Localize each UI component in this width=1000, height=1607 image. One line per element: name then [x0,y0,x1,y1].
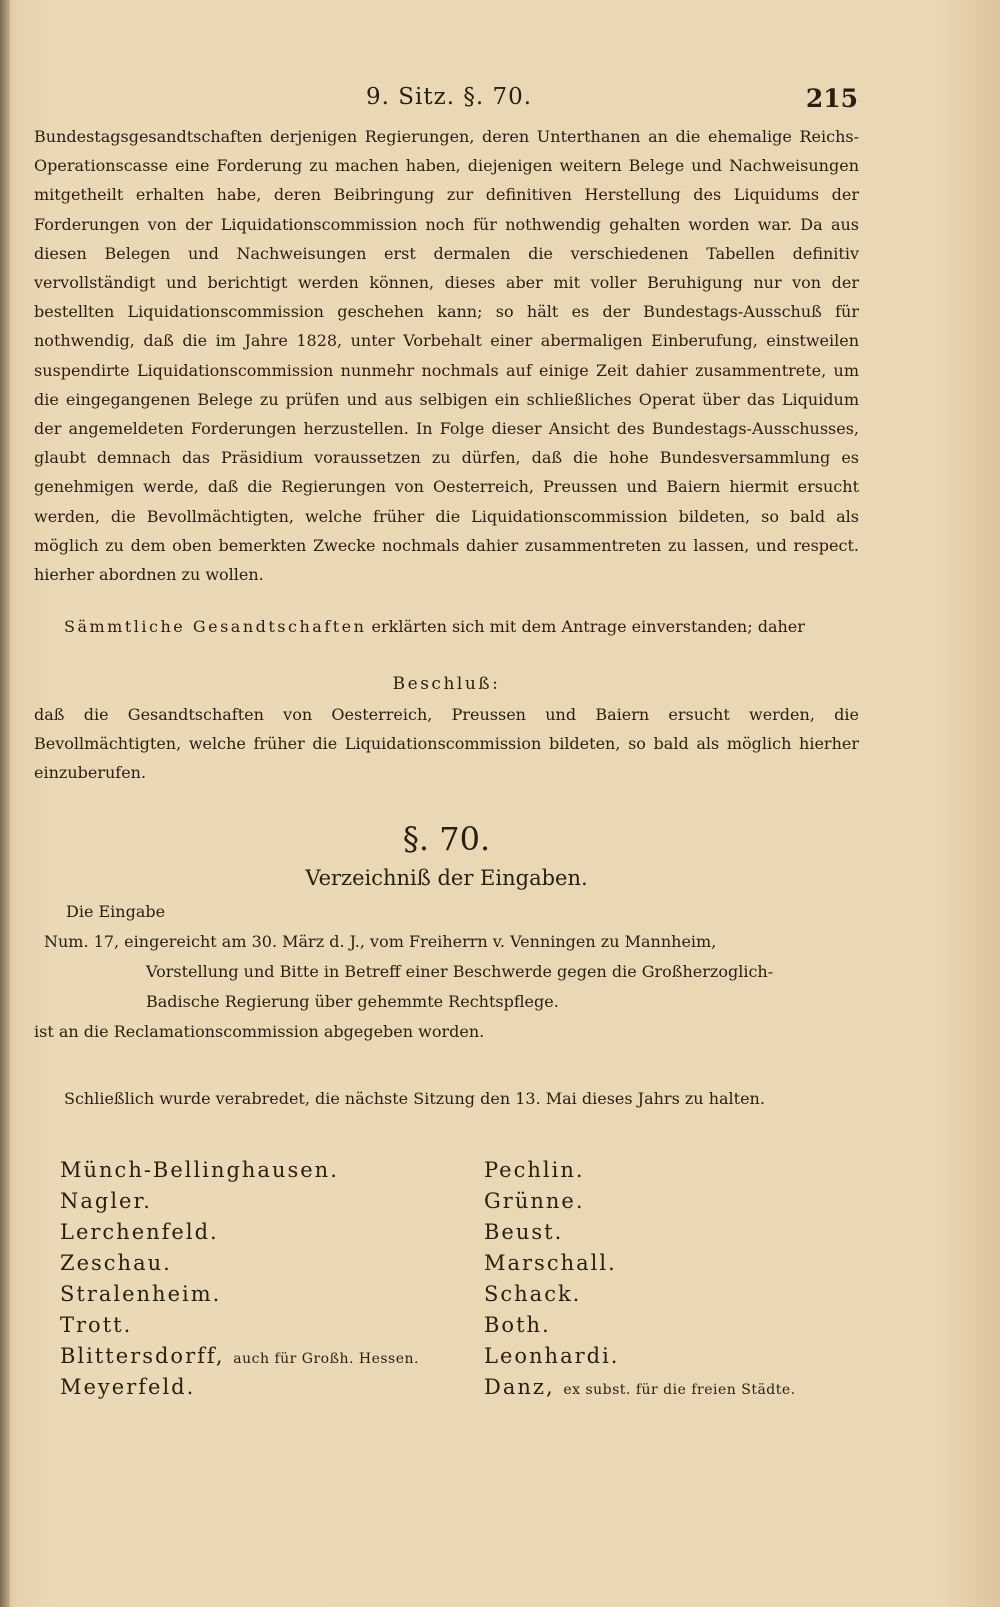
section-number: §. 70. [402,820,491,858]
page-header [0,84,1000,120]
eingabe-intro: Die Eingabe [66,902,166,921]
eingabe-line-2: Vorstellung und Bitte in Betreff einer Beschwerde gegen die Großherzoglich- [146,962,774,981]
section-title: Verzeichniß der Eingaben. [305,866,588,890]
running-head: 9. Sitz. §. 70. [366,84,533,110]
signature-right: Both. [484,1313,551,1337]
paragraph-2-rest: erklärten sich mit dem Antrage einverstanden; daher [371,617,805,636]
signature-right: Pechlin. [484,1158,585,1182]
signature-left: Zeschau. [60,1251,172,1275]
signature-left: Stralenheim. [60,1282,222,1306]
signature-right: Beust. [484,1220,564,1244]
signature-right: Danz, ex subst. für die freien Städte. [484,1375,796,1399]
signature-right: Marschall. [484,1251,617,1275]
signature-right: Grünne. [484,1189,585,1213]
beschluss-text: daß die Gesandtschaften von Oesterreich, Preussen und Baiern ersucht werden, die Bevollmächtigten, welche früher die Liquidationscommission bildeten, so bald als möglich hierher einzuberufen. [34,705,859,783]
page-number: 215 [805,84,858,113]
signature-left: Münch-Bellinghausen. [60,1158,339,1182]
page-edge-shadow [0,0,10,1607]
beschluss-title: Beschluß: [392,674,501,694]
body-paragraph-1: Bundestagsgesandtschaften derjenigen Regierungen, deren Unterthanen an die ehemalige Reichs-Operationscasse eine Forderung zu machen haben, diejenigen weitern Belege und Nachweisungen mitgetheilt erhalten habe, deren Beibringung zur definitiven Herstellung des Liquidums der Forderungen von der Liquidationscommission noch für nothwendig gehalten worden war. Da aus diesen Belegen und Nachweisungen erst dermalen die verschiedenen Tabellen definitiv vervollständigt und berichtigt werden können, dieses aber mit voller Beruhigung nur von der bestellten Liquidationscommission geschehen kann; so hält es der Bundestags-Ausschuß für nothwendig, daß die im Jahre 1828, unter Vorbehalt einer abermaligen Einberufung, einstweilen suspendirte Liquidationscommission nunmehr nochmals auf einige Zeit dahier zusammentrete, um die eingegangenen Belege zu prüfen und aus selbigen ein schließliches Operat über das Liquidum der angemeldeten Forderungen herzustellen. In Folge dieser Ansicht des Bundestags-Ausschusses, glaubt demnach das Präsidium voraussetzen zu dürfen, daß die hohe Bundesversammlung es genehmigen werde, daß die Regierungen von Oesterreich, Preussen und Baiern hiermit ersucht werden, die Bevollmächtigten, welche früher die Liquidationscommission bildeten, so bald als möglich zu dem oben bemerkten Zwecke nochmals dahier zusammentreten zu lassen, und respect. hierher abordnen zu wollen. [34,127,859,585]
eingabe-line-3: Badische Regierung über gehemmte Rechtspflege. [146,992,559,1011]
body-paragraph-2 [34,612,859,641]
signature-right: Schack. [484,1282,582,1306]
signature-left: Meyerfeld. [60,1375,196,1399]
signature-right: Leonhardi. [484,1344,620,1368]
eingabe-outro: ist an die Reclamationscommission abgegeben worden. [34,1022,485,1041]
eingabe-line-1: Num. 17, eingereicht am 30. März d. J., vom Freiherrn v. Venningen zu Mannheim, [44,932,717,951]
signature-left: Nagler. [60,1189,152,1213]
signature-left: Trott. [60,1313,133,1337]
closing-line: Schließlich wurde verabredet, die nächste Sitzung den 13. Mai dieses Jahrs zu halten. [64,1089,765,1108]
spaced-phrase: Sämmtliche Gesandtschaften [64,617,367,636]
signature-left: Lerchenfeld. [60,1220,219,1244]
signature-left: Blittersdorff, auch für Großh. Hessen. [60,1344,419,1368]
